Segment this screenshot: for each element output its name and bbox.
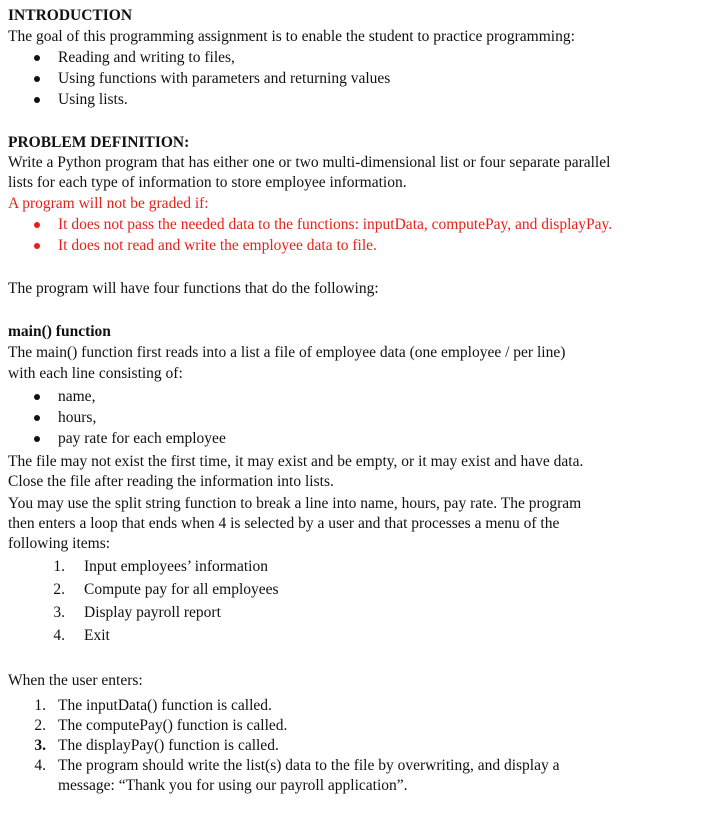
split-text-line: You may use the split string function to break a line into name, hours, pay rate. The program bbox=[8, 495, 582, 512]
bullet-icon bbox=[34, 97, 40, 103]
main-text-line: with each line consisting of: bbox=[8, 365, 183, 382]
main-heading: main() function bbox=[8, 323, 111, 340]
bullet-icon bbox=[34, 222, 40, 228]
four-functions-text: The program will have four functions that do the following: bbox=[8, 280, 379, 297]
intro-text: The goal of this programming assignment is to enable the student to practice programming: bbox=[8, 28, 575, 45]
problem-text-line: lists for each type of information to store employee information. bbox=[8, 174, 407, 191]
intro-heading: INTRODUCTION bbox=[8, 7, 133, 24]
bullet-icon bbox=[34, 243, 40, 249]
document-page: INTRODUCTION The goal of this programming assignment is to enable the student to practice programming: Reading and writing to files, Using functions with parameters and returning values Using lists. PROBLEM DEFINITION: Write a Python program that has either one or two multi-dimensional list or four separate parallel lists for each type of information to store employee information. A program will not be graded if: It does not pass the needed data to the functions: inputData, computePay, and displayPay. It does not read and write the employee data to file. The program will have four functions that do the following: main() function The main() function first reads into a list a file of employee data (one employee / per line) with each line consisting of: name, hours, pay rate for each employee The file may not exist the first time, it may exist and be empty, or it may exist and have data. Close the file after reading the information into lists. You may use the split string function to break a line into name, hours, pay rate. The program then enters a loop that ends when 4 is selected by a user and that processes a menu of the following items: 1. Input employees’ information 2. Compute pay for all employees 3. Display payroll report 4. Exit When the user enters: 1. The inputData() function is called. 2. The computePay() function is called. 3. The displayPay() function is called. 4. The program should write the list(s) data to the file by overwriting, and display a message: “Thank you for using our payroll application”. bbox=[8, 7, 613, 794]
file-text-line: Close the file after reading the information into lists. bbox=[8, 473, 334, 490]
bullet-icon bbox=[34, 436, 40, 442]
problem-heading: PROBLEM DEFINITION: bbox=[8, 134, 190, 151]
bullet-icon bbox=[34, 55, 40, 61]
problem-text-line: Write a Python program that has either one or two multi-dimensional list or four separate parallel bbox=[8, 154, 611, 171]
grading-warning: A program will not be graded if: bbox=[8, 195, 209, 212]
user-enters-text: When the user enters: bbox=[8, 672, 143, 689]
split-text-line: then enters a loop that ends when 4 is selected by a user and that processes a menu of the bbox=[8, 515, 560, 532]
bullet-icon bbox=[34, 76, 40, 82]
main-text-line: The main() function first reads into a list a file of employee data (one employee / per line) bbox=[8, 344, 566, 361]
split-text-line: following items: bbox=[8, 535, 111, 552]
bullet-icon bbox=[34, 415, 40, 421]
bullet-icon bbox=[34, 394, 40, 400]
file-text-line: The file may not exist the first time, it may exist and be empty, or it may exist and have data. bbox=[8, 453, 584, 470]
